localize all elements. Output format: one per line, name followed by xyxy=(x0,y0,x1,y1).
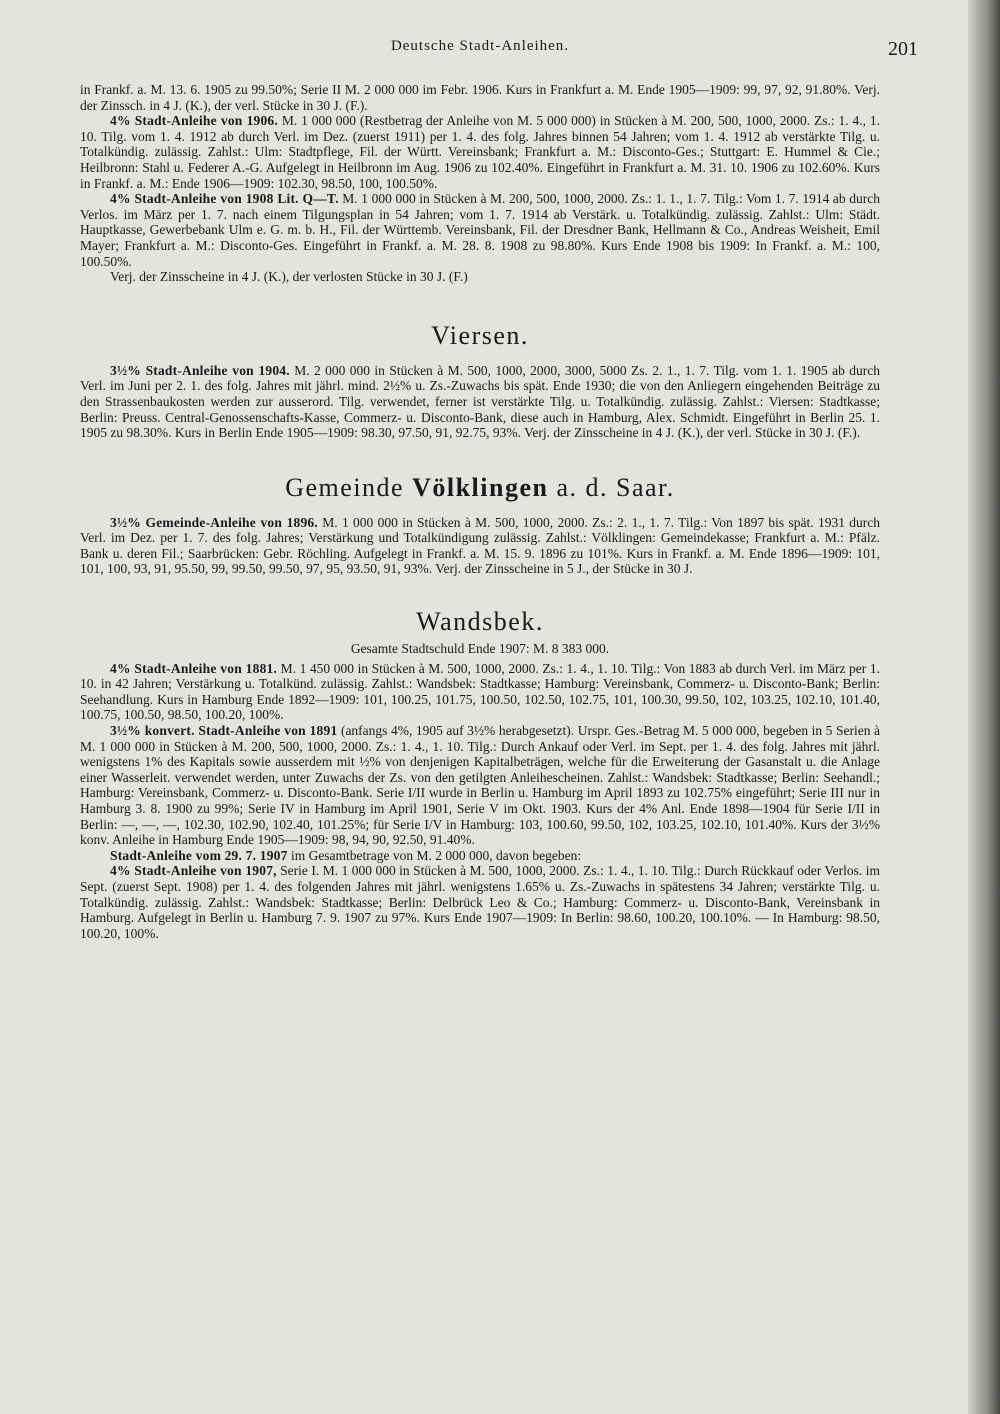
wandsbek-loan-1891-text: (anfangs 4%, 1905 auf 3½% herabgesetzt). Urspr. Ges.-Betrag M. 5 000 000, begeben in 5 Serien à M. 1 000 000 in Stücken à M. 200, 500, 1000, 2000. Zs.: 1. 4., 1. 10. Tilg.: Durch Ankauf oder Verl. im Sept. per 1. 4. des folg. Jahres mit jährl. wenigstens 1% des Kapitals sowie ausserdem mit ½% von denjenigen Kapitalbeträgen, welche für die Erweiterung der Gasanstalt u. die Anlage einer Wasserleit. verwendet werden, unter Zuwachs der Zs. von den getilgten Anleihescheinen. Zahlst.: Wandsbek: Stadtkasse; Berlin: Seehandl.; Hamburg: Vereinsbank, Commerz- u. Disconto-Bank. Serie I/II wurde in Berlin u. Hamburg im April 1893 zu 102.75% eingeführt; Serie III nur in Hamburg 3. 8. 1900 zu 99%; Serie IV in Hamburg im April 1901, Serie V im Okt. 1903. Kurs der 4% Anl. Ende 1898—1904 für Serie I/II in Berlin: —, —, —, 102.30, 102.90, 102.40, 101.25%; für Serie I/V in Hamburg: 103, 100.60, 99.50, 102, 103.25, 102.10, 101.40%. Kurs der 3½% konv. Anleihe in Hamburg Ende 1905—1909: 98, 94, 90, 92.50, 91.40%. xyxy=(80,723,880,848)
wandsbek-loan-1881-entry xyxy=(80,661,880,723)
viersen-loan-1904-heading: 3½% Stadt-Anleihe von 1904. xyxy=(110,362,290,378)
ulm-loan-1906-text: M. 1 000 000 (Restbetrag der Anleihe von M. 5 000 000) in Stücken à M. 200, 500, 1000, 2000. Zs.: 1. 4., 1. 10. Tilg. vom 1. 4. 1912 ab durch Verl. im Dez. (zuerst 1911) per 1. 4. des folg. Jahres binnen 54 Jahren; vom 1. 4. 1912 ab verstärkte Tilg. u. Totalkündig. zulässig. Zahlst.: Ulm: Stadtpflege, Fil. der Württ. Vereinsbank; Frankfurt a. M.: Disconto-Ges.; Stuttgart: E. Hummel & Cie.; Heilbronn: Stahl u. Federer A.-G. Aufgelegt in Heilbronn im Aug. 1906 zu 102.40%. Eingeführt in Frankfurt a. M. 31. 10. 1906 zu 102.60%. Kurs in Frankf. a. M.: Ende 1906—1909: 102.30, 98.50, 100, 100.50%. xyxy=(80,113,880,191)
viersen-loan-1904-entry xyxy=(80,363,880,441)
wandsbek-loan-1891-heading: 3½% konvert. Stadt-Anleihe von 1891 xyxy=(110,723,338,739)
wandsbek-loan-1907-total-heading: Stadt-Anleihe vom 29. 7. 1907 xyxy=(110,847,288,863)
running-title: Deutsche Stadt-Anleihen. xyxy=(390,38,570,54)
wandsbek-loan-1907-total-entry xyxy=(80,848,880,864)
voelklingen-loan-1896-entry xyxy=(80,515,880,577)
ulm-continuation-paragraph: in Frankf. a. M. 13. 6. 1905 zu 99.50%; Serie II M. 2 000 000 im Febr. 1906. Kurs in Frankfurt a. M. Ende 1905—1909: 99, 97, 92, 91.80%. Verj. der Zinssch. in 4 J. (K.), der verl. Stücke in 30 J. (F.). xyxy=(80,82,880,113)
ulm-loan-1906-heading: 4% Stadt-Anleihe von 1906. xyxy=(110,113,278,129)
book-binding-edge xyxy=(968,0,1000,1414)
city-heading-viersen: Viersen. xyxy=(431,320,529,350)
wandsbek-loan-1907-total-text: im Gesamtbetrage von M. 2 000 000, davon begeben: xyxy=(287,847,582,863)
wandsbek-total-debt: Gesamte Stadtschuld Ende 1907: M. 8 383 000. xyxy=(350,641,610,657)
city-heading-voelklingen-name: Völklingen xyxy=(412,472,549,502)
ulm-loan-1908-text: M. 1 000 000 in Stücken à M. 200, 500, 1000, 2000. Zs.: 1. 1., 1. 7. Tilg.: Vom 1. 7. 1914 ab durch Verlos. im März per 1. 7. nach einem Tilgungsplan in 54 Jahren; vom 1. 7. 1914 ab Verstärk. u. Totalkündig. zulässig. Zahlst.: Ulm: Städt. Hauptkasse, Gewerbebank Ulm e. G. m. b. H., Fil. der Württemb. Vereinsbank, Fil. der Dresdner Bank, Hellmann & Co., Andreas Weisheit, Emil Mayer; Frankfurt a. M.: Disconto-Ges. Eingeführt in Frankf. a. M. 28. 8. 1908 zu 98.80%. Kurs Ende 1908 bis 1909: In Frankf. a. M.: 100, 100.50%. xyxy=(80,191,880,269)
wandsbek-loan-1891-entry xyxy=(80,723,880,848)
ulm-loan-1908-heading: 4% Stadt-Anleihe von 1908 Lit. Q—T. xyxy=(110,191,339,207)
ulm-loan-1908-entry xyxy=(80,191,880,269)
voelklingen-loan-1896-heading: 3½% Gemeinde-Anleihe von 1896. xyxy=(110,514,318,530)
wandsbek-loan-1907-entry xyxy=(80,863,880,941)
voelklingen-loan-1896-text: M. 1 000 000 in Stücken à M. 500, 1000, 2000. Zs.: 2. 1., 1. 7. Tilg.: Von 1897 bis spät. 1931 durch Verl. im Dez. per 1. 7. des folg. Jahres; Verstärkung und Totalkündigung zulässig. Zahlst.: Völklingen: Gemeindekasse; Frankfurt a. M.: Pfälz. Bank u. deren Fil.; Saarbrücken: Gebr. Röchling. Aufgelegt in Frankf. a. M. 15. 9. 1896 zu 101%. Kurs in Frankf. a. M. Ende 1896—1909: 101, 101, 100, 93, 91, 95.50, 99, 99.50, 99.50, 97, 95, 93.50, 91, 93%. Verj. der Zinsscheine in 5 J., der Stücke in 30 J. xyxy=(80,514,881,577)
wandsbek-loan-1881-heading: 4% Stadt-Anleihe von 1881. xyxy=(110,660,278,676)
viersen-loan-1904-text: M. 2 000 000 in Stücken à M. 500, 1000, 2000, 3000, 5000 Zs. 2. 1., 1. 7. Tilg. vom 1. 1. 1905 ab durch Verl. im Juni per 2. 1. des folg. Jahres mit jährl. mind. 2½% u. Zs.-Zuwachs bis spät. Ende 1930; die von den Anliegern eingehenden Beiträge zu den Strassenbaukosten werden zur ausserord. Tilg. verwendet, ferner ist verstärkte Tilg. u. Totalkündig. zulässig. Zahlst.: Viersen: Stadtkasse; Berlin: Preuss. Central-Genossenschafts-Kasse, Commerz- u. Disconto-Bank, diese auch in Hamburg, Alex. Schmidt. Eingeführt in Berlin 25. 1. 1905 zu 98.30%. Kurs in Berlin Ende 1905—1909: 98.30, 97.50, 91, 92.75, 93%. Verj. der Zinsscheine in 4 J. (K.), der verl. Stücke in 30 J. (F.). xyxy=(80,362,880,441)
page-number: 201 xyxy=(888,38,918,60)
ulm-verjaehrung-note: Verj. der Zinsscheine in 4 J. (K.), der verlosten Stücke in 30 J. (F.) xyxy=(110,269,468,285)
wandsbek-loan-1907-text: Serie I. M. 1 000 000 in Stücken à M. 500, 1000, 2000. Zs.: 1. 4., 1. 10. Tilg.: Durch Rückkauf oder Verlos. im Sept. (zuerst Sept. 1908) per 1. 4. des folgenden Jahres mit jährl. wenigstens 1.65% u. Zs.-Zuwachs in spätestens 34 Jahren; verstärkte Tilg. u. Totalkündig. zulässig. Zahlst.: Wandsbek: Stadtkasse; Berlin: Delbrück Leo & Co.; Hamburg: Commerz- u. Disconto-Bank, Vereinsbank in Hamburg. Aufgelegt in Berlin u. Hamburg 7. 9. 1907 zu 97%. Kurs Ende 1907—1909: In Berlin: 98.60, 100.20, 100.10%. — In Hamburg: 98.50, 100.20, 100%. xyxy=(80,863,880,941)
city-heading-wandsbek: Wandsbek. xyxy=(416,607,544,637)
page-body xyxy=(80,82,880,941)
city-heading-voelklingen-suffix: a. d. Saar. xyxy=(548,472,675,502)
wandsbek-loan-1907-heading: 4% Stadt-Anleihe von 1907, xyxy=(110,863,277,879)
ulm-loan-1906-entry xyxy=(80,113,880,191)
city-heading-voelklingen xyxy=(80,473,880,503)
city-heading-voelklingen-prefix: Gemeinde xyxy=(285,472,413,502)
wandsbek-loan-1881-text: M. 1 450 000 in Stücken à M. 500, 1000, 2000. Zs.: 1. 4., 1. 10. Tilg.: Von 1883 ab durch Verl. im März per 1. 10. in 42 Jahren; Verstärkung u. Totalkünd. zulässig. Zahlst.: Wandsbek: Stadtkasse; Hamburg: Vereinsbank, Commerz- u. Disconto-Bank; Berlin: Seehandlung. Kurs in Hamburg Ende 1892—1909: 101, 100.25, 101.75, 100.50, 102.50, 102.75, 101, 100.30, 99.50, 102, 103.25, 102.10, 101.40, 100.75, 100.50, 98.50, 100.20, 100%. xyxy=(80,660,880,723)
